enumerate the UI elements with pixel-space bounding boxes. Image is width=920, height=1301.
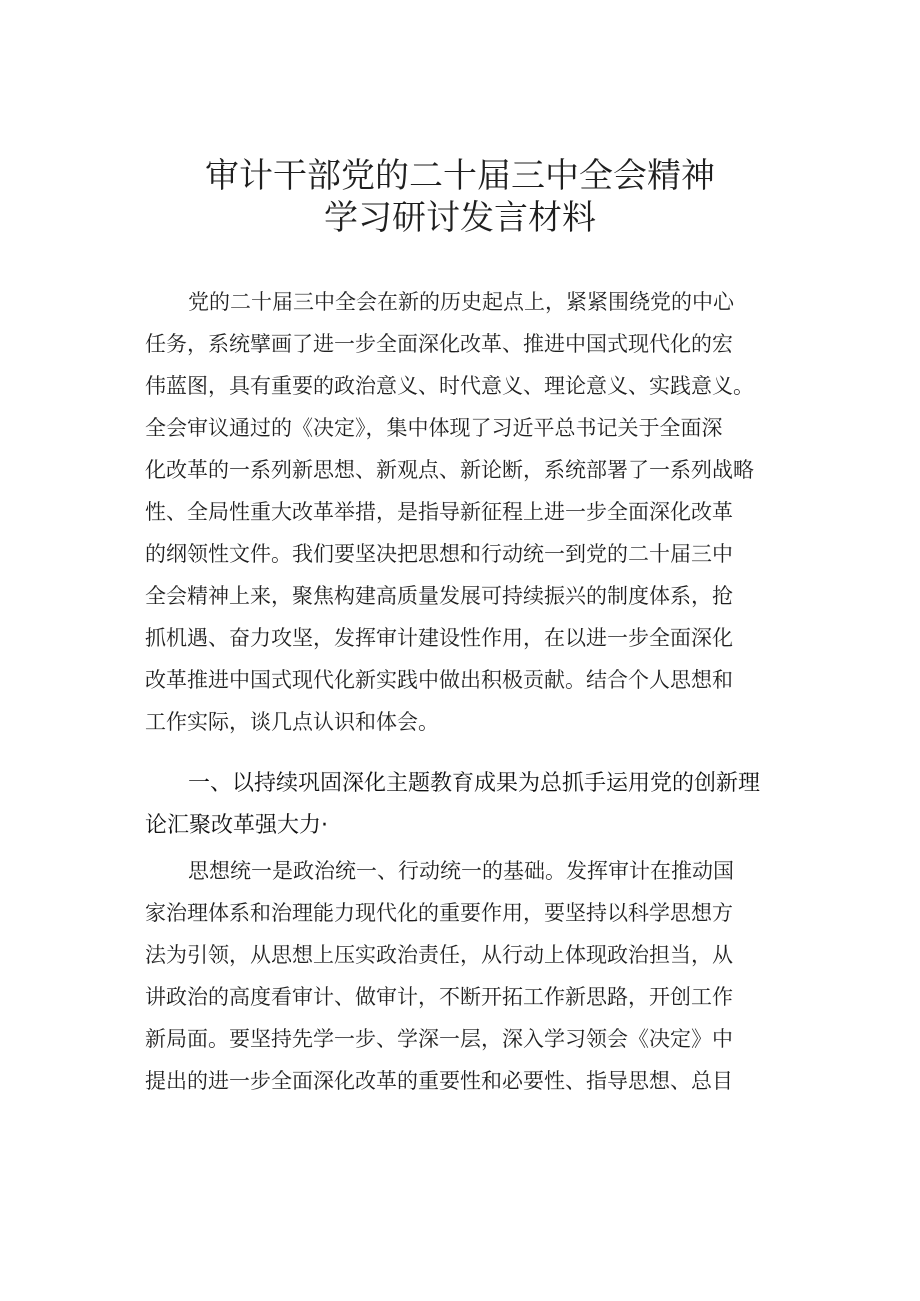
paragraph-2-line: 提出的进一步全面深化改革的重要性和必要性、指导思想、总目	[145, 1069, 733, 1093]
paragraph-2-line: 家治理体系和治理能力现代化的重要作用，要坚持以科学思想方	[145, 901, 733, 925]
document-title-line-1: 审计干部党的二十届三中全会精神	[205, 156, 715, 196]
paragraph-1-line: 党的二十届三中全会在新的历史起点上，紧紧围绕党的中心	[188, 290, 734, 314]
paragraph-1-line: 全会精神上来，聚焦构建高质量发展可持续振兴的制度体系，抢	[145, 584, 733, 608]
paragraph-1-line: 任务，系统擘画了进一步全面深化改革、推进中国式现代化的宏	[145, 332, 733, 356]
document-title-line-2: 学习研讨发言材料	[324, 198, 596, 238]
paragraph-2-line: 讲政治的高度看审计、做审计，不断开拓工作新思路，开创工作	[145, 985, 733, 1009]
paragraph-1-line: 伟蓝图，具有重要的政治意义、时代意义、理论意义、实践意义。	[145, 374, 754, 398]
paragraph-1-line: 抓机遇、奋力攻坚，发挥审计建设性作用，在以进一步全面深化	[145, 626, 733, 650]
section-heading-line: 论汇聚改革强大力·	[145, 813, 328, 838]
section-heading-line: 一、以持续巩固深化主题教育成果为总抓手运用党的创新理	[188, 771, 761, 796]
paragraph-1-line: 化改革的一系列新思想、新观点、新论断，系统部署了一系列战略	[145, 458, 754, 482]
paragraph-2-line: 思想统一是政治统一、行动统一的基础。发挥审计在推动国	[188, 859, 734, 883]
paragraph-2-line: 法为引领，从思想上压实政治责任，从行动上体现政治担当，从	[145, 943, 733, 967]
paragraph-1-line: 全会审议通过的《决定》，集中体现了习近平总书记关于全面深	[145, 416, 723, 440]
paragraph-1-line: 改革推进中国式现代化新实践中做出积极贡献。结合个人思想和	[145, 668, 733, 692]
paragraph-2-line: 新局面。要坚持先学一步、学深一层，深入学习领会《决定》中	[145, 1027, 733, 1051]
paragraph-1-line: 的纲领性文件。我们要坚决把思想和行动统一到党的二十届三中	[145, 542, 733, 566]
paragraph-1-line: 性、全局性重大改革举措，是指导新征程上进一步全面深化改革	[145, 500, 733, 524]
paragraph-1-line: 工作实际，谈几点认识和体会。	[145, 710, 439, 734]
